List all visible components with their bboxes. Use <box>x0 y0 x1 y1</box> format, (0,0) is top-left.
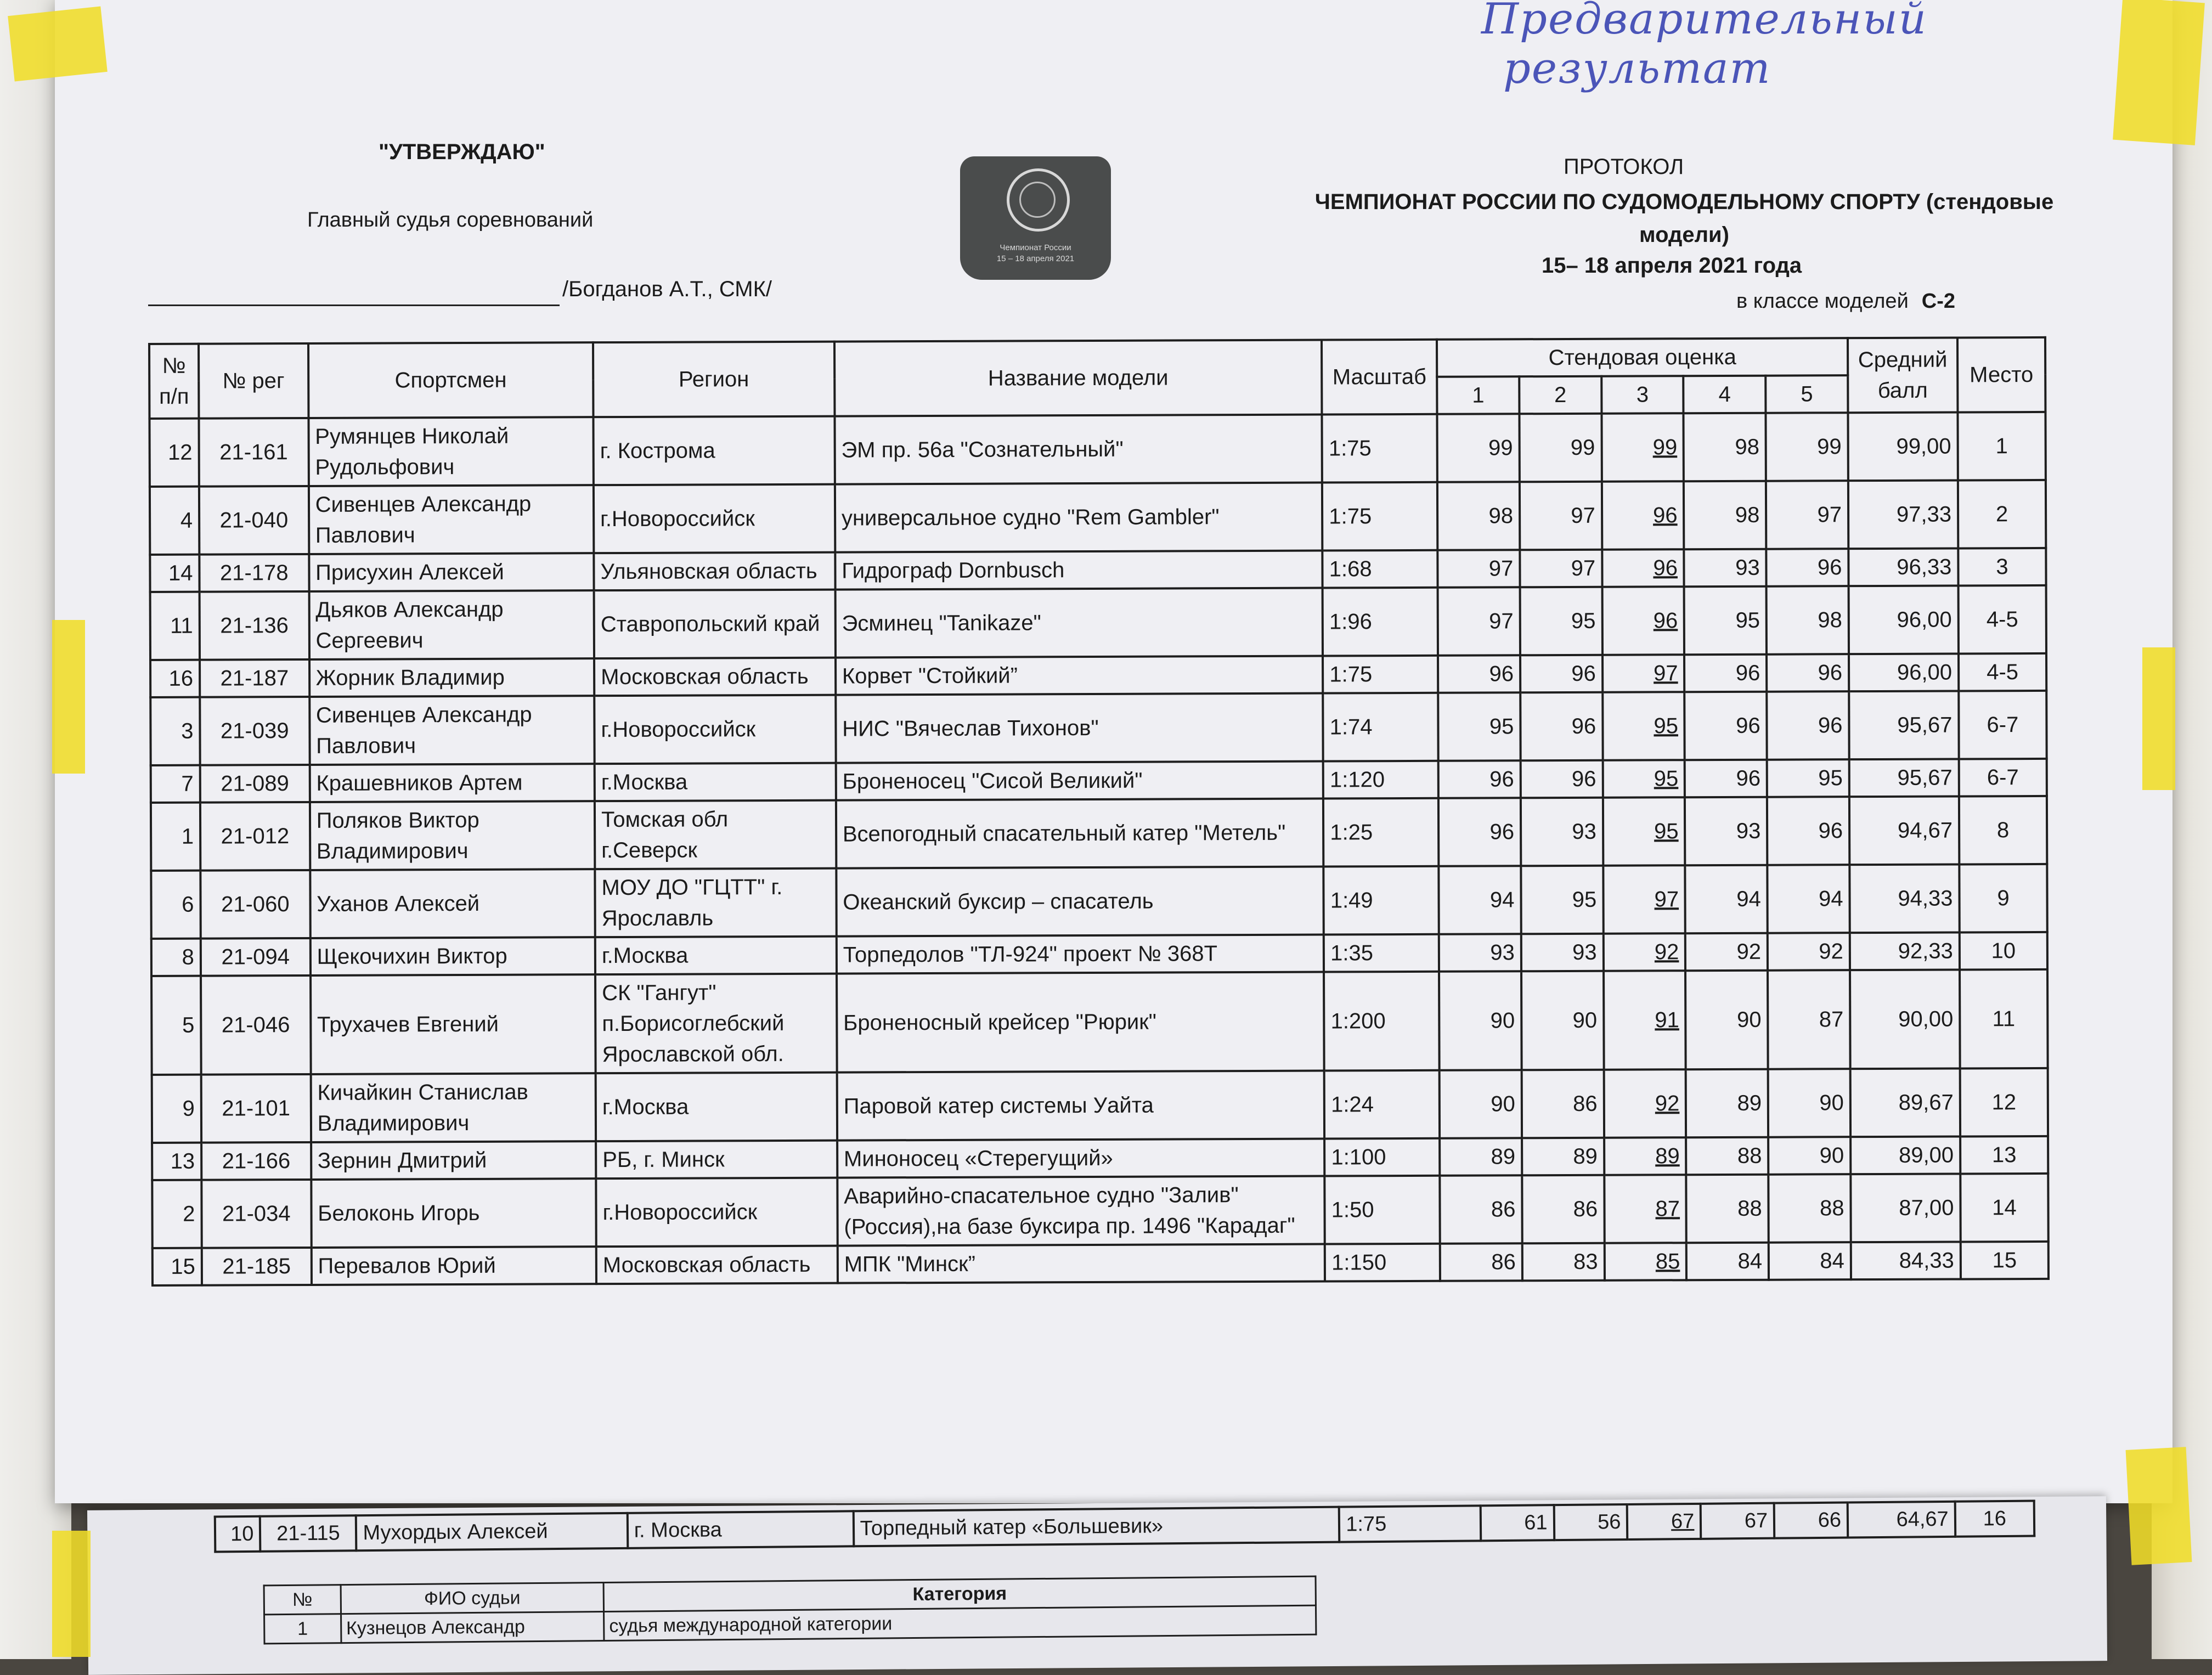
cell-reg: 21-115 <box>260 1515 357 1552</box>
tape-top-left <box>8 6 108 81</box>
cell-score-2: 86 <box>1522 1175 1604 1244</box>
cell-athlete: Крашевников Артем <box>309 764 595 802</box>
cell-score-1: 96 <box>1438 760 1521 798</box>
cell-score-4: 94 <box>1685 865 1768 934</box>
cell-score-2: 95 <box>1520 587 1602 656</box>
chief-judge-title: Главный судья соревнований <box>307 208 594 232</box>
model-class <box>1736 290 1955 313</box>
cell-athlete: Сивенцев Александр Павлович <box>309 485 594 554</box>
cell-avg: 84,33 <box>1851 1242 1961 1279</box>
cell-region: г.Москва <box>595 937 837 975</box>
cell-score-4: 96 <box>1685 760 1767 798</box>
cell-model: Гидрограф Dornbusch <box>835 551 1323 590</box>
judge-name: Кузнецов Александр <box>341 1611 604 1643</box>
cell-score-5: 92 <box>1768 933 1850 971</box>
cell-region: Московская область <box>594 658 836 696</box>
cell-model: Паровой катер системы Уайта <box>837 1071 1324 1141</box>
cell-athlete: Кичайкин Станислав Владимирович <box>311 1073 596 1142</box>
table-row <box>151 759 2047 803</box>
cell-score-1: 97 <box>1438 587 1520 656</box>
cell-score-2: 56 <box>1554 1504 1627 1540</box>
cell-num: 3 <box>150 697 200 765</box>
cell-region: РБ, г. Минск <box>596 1141 837 1179</box>
table-row <box>150 548 2046 592</box>
cell-score-1: 86 <box>1440 1175 1522 1244</box>
table-row <box>150 480 2046 555</box>
cell-score-5: 96 <box>1767 549 1849 586</box>
cell-scale: 1:75 <box>1322 482 1437 551</box>
cell-score-1: 98 <box>1437 482 1520 550</box>
cell-region: г.Новороссийск <box>594 484 835 554</box>
cell-reg: 21-089 <box>200 765 310 803</box>
cell-reg: 21-136 <box>200 591 309 660</box>
col-place: Место <box>1957 337 2046 413</box>
cell-region: СК "Гангут" п.Борисоглебский Ярославской обл. <box>595 974 837 1074</box>
judges-col-category: Категория <box>603 1576 1316 1611</box>
cell-avg: 95,67 <box>1849 759 1959 797</box>
col-avg: Средний балл <box>1848 337 1957 413</box>
cell-score-5: 96 <box>1767 797 1849 865</box>
judge-category: судья международной категории <box>604 1605 1316 1640</box>
cell-scale: 1:96 <box>1323 588 1438 656</box>
cell-score-4: 95 <box>1684 586 1767 655</box>
cell-score-3: 95 <box>1603 797 1685 866</box>
cell-num: 2 <box>152 1180 201 1248</box>
cell-num: 9 <box>152 1075 201 1143</box>
cell-region: МОУ ДО "ГЦТТ" г. Ярославль <box>595 868 836 938</box>
table-row <box>151 932 2047 976</box>
cell-avg: 97,33 <box>1848 480 1958 549</box>
cell-score-1: 90 <box>1439 971 1521 1070</box>
cell-score-4: 89 <box>1686 1069 1768 1138</box>
cell-avg: 94,67 <box>1849 796 1959 865</box>
approval-stamp: "УТВЕРЖДАЮ" <box>379 140 545 164</box>
cell-score-5: 99 <box>1766 413 1848 481</box>
tape-top-right <box>2113 0 2205 145</box>
cell-score-1: 93 <box>1439 934 1521 972</box>
cell-score-2: 99 <box>1519 414 1601 482</box>
cell-scale: 1:25 <box>1323 798 1438 867</box>
cell-score-3: 96 <box>1602 481 1684 550</box>
cell-score-5: 66 <box>1774 1502 1848 1538</box>
cell-avg: 95,67 <box>1849 691 1959 759</box>
cell-score-4: 98 <box>1684 413 1766 482</box>
cell-num: 15 <box>153 1248 202 1285</box>
cell-score-3: 85 <box>1604 1243 1686 1281</box>
col-score-4: 4 <box>1684 376 1766 414</box>
cell-place: 6-7 <box>1959 759 2047 797</box>
cell-place: 3 <box>1958 548 2046 586</box>
col-score-3: 3 <box>1601 376 1684 414</box>
cell-num: 14 <box>150 555 199 592</box>
cell-reg: 21-161 <box>199 418 308 487</box>
cell-score-1: 96 <box>1438 655 1520 693</box>
cell-score-1: 95 <box>1438 692 1520 761</box>
table-row <box>153 1242 2049 1285</box>
cell-avg: 87,00 <box>1850 1174 1960 1242</box>
cell-region: г.Москва <box>596 1073 837 1142</box>
cell-scale: 1:50 <box>1325 1176 1440 1244</box>
cell-model: Торпедолов "ТЛ-924" проект № 368Т <box>837 935 1324 974</box>
cell-score-4: 93 <box>1684 549 1767 587</box>
cell-num: 10 <box>215 1516 261 1552</box>
tape-right-mid <box>2142 647 2175 790</box>
cell-athlete: Белоконь Игорь <box>311 1178 596 1248</box>
cell-reg: 21-012 <box>200 802 310 871</box>
cell-score-4: 96 <box>1685 692 1767 760</box>
cell-num: 12 <box>149 419 199 487</box>
cell-reg: 21-185 <box>202 1248 312 1285</box>
cell-score-1: 99 <box>1437 414 1520 482</box>
table-row <box>150 653 2046 697</box>
cell-reg: 21-101 <box>201 1074 311 1143</box>
signer-name: /Богданов А.Т., СМК/ <box>562 277 772 301</box>
cell-model: Миноносец «Стерегущий» <box>837 1139 1325 1178</box>
cell-scale: 1:75 <box>1323 656 1438 693</box>
cell-score-5: 87 <box>1768 970 1850 1069</box>
cell-region: Томская обл г.Северск <box>595 800 836 870</box>
cell-score-4: 98 <box>1684 481 1766 550</box>
cell-place: 14 <box>1960 1174 2048 1242</box>
cell-scale: 1:75 <box>1339 1505 1481 1542</box>
judges-col-name: ФИО судьи <box>341 1582 604 1614</box>
cell-score-3: 91 <box>1604 971 1686 1070</box>
col-model: Название модели <box>834 340 1322 416</box>
cell-reg: 21-060 <box>200 870 310 939</box>
cell-score-1: 96 <box>1438 798 1521 866</box>
cell-reg: 21-178 <box>199 554 309 592</box>
cell-reg: 21-046 <box>201 975 311 1075</box>
cell-place: 2 <box>1958 480 2046 549</box>
cell-model: Океанский буксир – спасатель <box>836 867 1324 937</box>
table-row <box>150 585 2046 660</box>
cell-region: г.Новороссийск <box>594 695 836 764</box>
cell-score-3: 97 <box>1603 865 1685 934</box>
tape-left-mid <box>52 620 85 774</box>
championship-logo <box>960 156 1111 280</box>
cell-score-2: 93 <box>1521 934 1604 972</box>
cell-score-2: 97 <box>1520 482 1602 550</box>
table-row <box>151 969 2048 1075</box>
col-athlete: Спортсмен <box>308 342 594 418</box>
cell-avg: 96,33 <box>1848 548 1958 586</box>
cell-score-5: 94 <box>1768 865 1850 933</box>
cell-athlete: Мухордых Алексей <box>356 1513 628 1550</box>
cell-score-2: 93 <box>1521 798 1603 866</box>
cell-avg: 89,00 <box>1850 1136 1960 1174</box>
cell-score-3: 95 <box>1602 692 1685 760</box>
cell-model: Корвет "Стойкий” <box>836 656 1323 695</box>
signature-line <box>148 304 560 306</box>
cell-region: Ставропольский край <box>594 590 836 659</box>
cell-score-1: 89 <box>1440 1138 1522 1176</box>
cell-num: 4 <box>150 487 199 555</box>
cell-place: 8 <box>1959 796 2047 865</box>
cell-score-5: 90 <box>1768 1069 1850 1137</box>
cell-place: 11 <box>1960 969 2048 1069</box>
table-row <box>150 691 2046 765</box>
cell-athlete: Сивенцев Александр Павлович <box>309 696 595 765</box>
cell-avg: 92,33 <box>1850 932 1960 970</box>
model-class-label: в классе моделей <box>1736 290 1909 313</box>
cell-num: 16 <box>150 660 200 697</box>
col-reg: № рег <box>199 343 308 419</box>
cell-score-5: 95 <box>1767 759 1849 797</box>
protocol-title: ПРОТОКОЛ <box>1564 155 1684 179</box>
cell-score-5: 84 <box>1769 1242 1851 1280</box>
cell-place: 10 <box>1960 932 2047 970</box>
handwritten-note-line2: результат <box>1503 44 1771 93</box>
cell-score-3: 92 <box>1604 1069 1686 1138</box>
cell-scale: 1:120 <box>1323 761 1438 799</box>
cell-scale: 1:24 <box>1324 1070 1440 1139</box>
cell-model: Броненосец "Сисой Великий" <box>836 762 1323 800</box>
col-score-2: 2 <box>1519 376 1601 414</box>
cell-score-2: 97 <box>1520 550 1602 588</box>
cell-score-2: 96 <box>1520 655 1602 693</box>
cell-model: ЭМ пр. 56а "Сознательный" <box>834 415 1322 484</box>
cell-score-4: 93 <box>1685 797 1767 866</box>
cell-model: Эсминец "Tanikaze" <box>835 588 1323 658</box>
cell-avg: 94,33 <box>1849 864 1959 933</box>
cell-score-1: 61 <box>1480 1505 1554 1541</box>
cell-scale: 1:200 <box>1324 972 1440 1071</box>
cell-place: 4-5 <box>1959 653 2046 691</box>
cell-score-4: 88 <box>1686 1137 1769 1175</box>
cell-avg: 99,00 <box>1848 412 1957 481</box>
cell-athlete: Румянцев Николай Рудольфович <box>308 417 594 486</box>
cell-reg: 21-039 <box>200 697 309 765</box>
cell-score-2: 86 <box>1522 1070 1604 1138</box>
judge-num: 1 <box>264 1614 341 1644</box>
tape-bottom-left <box>52 1531 91 1657</box>
cell-scale: 1:68 <box>1323 550 1438 588</box>
cell-reg: 21-094 <box>201 938 311 976</box>
tape-bottom-right <box>2126 1447 2192 1565</box>
cell-num: 11 <box>150 592 200 660</box>
cell-score-5: 88 <box>1769 1174 1851 1243</box>
cell-region: г.Москва <box>595 763 836 802</box>
cell-reg: 21-034 <box>201 1180 311 1248</box>
cell-athlete: Дьяков Александр Сергеевич <box>309 590 594 659</box>
cell-score-4: 84 <box>1686 1243 1769 1281</box>
cell-score-4: 88 <box>1686 1175 1769 1243</box>
cell-region: Ульяновская область <box>594 552 835 591</box>
cell-athlete: Присухин Алексей <box>309 553 594 591</box>
cell-avg: 96,00 <box>1849 585 1959 654</box>
cell-score-3: 87 <box>1604 1175 1686 1243</box>
cell-score-2: 90 <box>1521 971 1604 1070</box>
col-score-1: 1 <box>1437 376 1519 414</box>
cell-num: 5 <box>151 976 201 1075</box>
cell-num: 6 <box>151 871 200 939</box>
cell-athlete: Перевалов Юрий <box>311 1247 596 1285</box>
logo-text-line2: 15 – 18 апреля 2021 <box>996 254 1075 263</box>
cell-avg: 64,67 <box>1848 1502 1955 1538</box>
cell-num: 7 <box>151 765 200 803</box>
event-dates: 15– 18 апреля 2021 года <box>1542 253 1802 278</box>
cell-score-3: 92 <box>1603 933 1685 971</box>
cell-num: 13 <box>152 1143 201 1180</box>
col-score-group: Стендовая оценка <box>1437 338 1848 377</box>
cell-avg: 96,00 <box>1849 653 1959 691</box>
cell-score-3: 96 <box>1602 586 1684 655</box>
cell-score-3: 95 <box>1602 760 1685 798</box>
results-table <box>148 336 2050 1287</box>
cell-scale: 1:75 <box>1322 414 1437 483</box>
cell-reg: 21-040 <box>199 486 309 555</box>
cell-score-4: 90 <box>1685 971 1768 1070</box>
cell-athlete: Зернин Дмитрий <box>311 1141 596 1180</box>
cell-athlete: Поляков Виктор Владимирович <box>310 801 595 870</box>
cell-score-5: 98 <box>1767 586 1849 655</box>
cell-athlete: Жорник Владимир <box>309 658 595 697</box>
cell-region: Московская область <box>596 1246 838 1284</box>
cell-place: 1 <box>1957 412 2045 481</box>
cell-athlete: Щекочихин Виктор <box>310 937 595 975</box>
cell-place: 6-7 <box>1959 691 2046 759</box>
cell-athlete: Трухачев Евгений <box>311 974 596 1074</box>
cell-model: Аварийно-спасательное судно "Залив" (Россия),на базе буксира пр. 1496 "Карадаг" <box>837 1176 1325 1246</box>
cell-athlete: Уханов Алексей <box>310 869 595 938</box>
table-row <box>151 796 2047 871</box>
logo-eagle-icon <box>1019 182 1056 218</box>
cell-place: 12 <box>1960 1068 2048 1137</box>
cell-score-2: 96 <box>1521 760 1603 798</box>
logo-text-line1: Чемпионат России <box>1000 243 1071 252</box>
cell-score-5: 96 <box>1767 654 1849 692</box>
table-row <box>151 864 2047 939</box>
cell-scale: 1:74 <box>1323 693 1438 762</box>
cell-score-3: 67 <box>1627 1504 1701 1539</box>
judges-col-num: № <box>264 1585 341 1615</box>
model-class-value: С-2 <box>1921 290 1956 313</box>
cell-score-1: 90 <box>1440 1070 1522 1138</box>
cell-model: Торпедный катер «Большевик» <box>853 1507 1339 1547</box>
cell-score-4: 67 <box>1701 1503 1774 1539</box>
cell-score-5: 97 <box>1766 481 1848 549</box>
cell-region: г.Новороссийск <box>596 1178 837 1247</box>
cell-score-3: 89 <box>1604 1137 1686 1175</box>
results-body <box>149 412 2048 1285</box>
cell-region: г. Москва <box>627 1511 853 1548</box>
cell-score-4: 96 <box>1684 655 1767 692</box>
cell-score-5: 90 <box>1768 1137 1850 1175</box>
cell-score-2: 95 <box>1521 866 1603 934</box>
cell-score-3: 99 <box>1601 413 1684 482</box>
cell-place: 9 <box>1959 864 2047 933</box>
cell-score-4: 92 <box>1685 933 1768 971</box>
cell-place: 15 <box>1961 1242 2049 1279</box>
cell-model: универсальное судно "Rem Gambler" <box>835 483 1323 552</box>
cell-scale: 1:49 <box>1324 866 1439 935</box>
cell-place: 4-5 <box>1959 585 2046 654</box>
cell-score-1: 94 <box>1439 866 1521 934</box>
col-region: Регион <box>593 342 834 418</box>
col-score-5: 5 <box>1765 375 1848 413</box>
cell-score-3: 97 <box>1602 655 1685 692</box>
cell-num: 1 <box>151 803 200 871</box>
judges-table <box>263 1576 1317 1645</box>
cell-score-1: 97 <box>1438 550 1520 588</box>
cell-avg: 90,00 <box>1850 969 1960 1069</box>
table-row <box>152 1068 2048 1143</box>
cell-scale: 1:150 <box>1325 1244 1440 1282</box>
cell-score-3: 96 <box>1602 549 1684 587</box>
cell-model: Всепогодный спасательный катер "Метель" <box>836 799 1324 868</box>
table-row <box>152 1136 2048 1180</box>
cell-model: Броненосный крейсер "Рюрик" <box>837 972 1324 1073</box>
cell-reg: 21-166 <box>201 1142 311 1180</box>
handwritten-note-line1: Предварительный <box>1481 0 1928 44</box>
event-title: ЧЕМПИОНАТ РОССИИ ПО СУДОМОДЕЛЬНОМУ СПОРТУ (стендовые модели) <box>1314 190 2054 247</box>
cell-score-2: 83 <box>1522 1243 1605 1281</box>
cell-avg: 89,67 <box>1850 1068 1960 1137</box>
cell-place: 13 <box>1960 1136 2048 1174</box>
cell-num: 8 <box>151 939 201 976</box>
cell-reg: 21-187 <box>200 659 309 697</box>
cell-score-1: 86 <box>1440 1243 1522 1281</box>
table-row <box>149 412 2045 487</box>
cell-score-2: 96 <box>1520 692 1602 761</box>
cell-model: МПК "Минск” <box>838 1244 1325 1283</box>
col-scale: Масштаб <box>1322 340 1437 415</box>
cell-region: г. Кострома <box>593 416 834 486</box>
cell-scale: 1:35 <box>1324 934 1439 972</box>
cell-place: 16 <box>1955 1501 2034 1537</box>
col-num: № п/п <box>149 344 199 419</box>
cell-model: НИС "Вячеслав Тихонов" <box>836 693 1323 763</box>
table-row <box>152 1174 2048 1248</box>
cell-score-5: 96 <box>1767 691 1849 760</box>
cell-score-2: 89 <box>1522 1138 1604 1176</box>
cell-scale: 1:100 <box>1324 1138 1440 1176</box>
header-row-1 <box>149 337 2045 381</box>
